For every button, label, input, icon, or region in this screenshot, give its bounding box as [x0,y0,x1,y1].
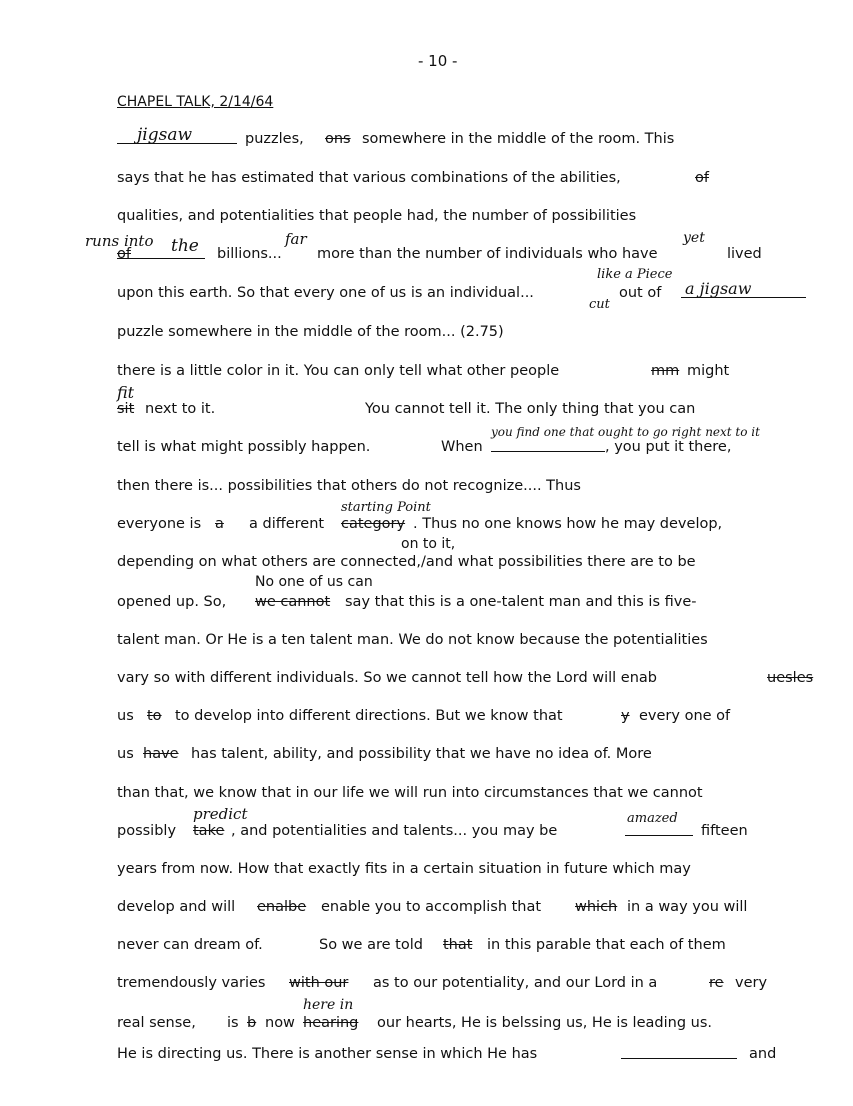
page-number: - 10 - [418,52,458,70]
document-page: - 10 - CHAPEL TALK, 2/14/64 jigsaw puzzles, ons somewhere in the middle of the room. This says that he has estimated that various combinations of the abilities, of qualities, and potentialities that people had, the number of possibilities runs into of the billions... far more than the number of individuals who have yet lived upon this earth. So that every one of us is an individual... like a Piece cut out of a jigsaw puzzle somewhere in the middle of the room... (2.75) there is a little color in it. You can only tell what other people mm might fit sit next to it. You cannot tell it. The only thing that you can tell is what might possibly happen. When you find one that ought to go right next to it , you put it there, then there is... possibilities that others do not recognize.... Thus everyone is a a different starting Point category . Thus no one knows how he may develop, on to it, depending on what others are connected,/and what possibilities there are to be No one of us can opened up. So, we cannot say that this is a one-talent man and this is five- talent man. Or He is a ten talent man. We do not know because the potentialities vary so with different individuals. So we cannot tell how the Lord will enab uesles us to to develop into different directions. But we know that y every one of us have has talent, ability, and possibility that we have no idea of. More than that, we know that in our life we will run into circumstances that we cannot possibly predict take , and potentialities and talents... you may be amazed fifteen years from now. How that exactly fits in a certain situation in future which may develop and will enalbe enable you to accomplish that which in a way you will never can dream of. So we are told that in this parable that each of them tremendously varies with our as to our potentiality, and our Lord in a re very real sense, is b now here in hearing our hearts, He is belssing us, He is leading us. He is directing us. There is another sense in which He has and [85,52,814,1062]
handwritten-jigsaw: jigsaw [137,125,193,145]
page-title: CHAPEL TALK, 2/14/64 [117,94,274,110]
